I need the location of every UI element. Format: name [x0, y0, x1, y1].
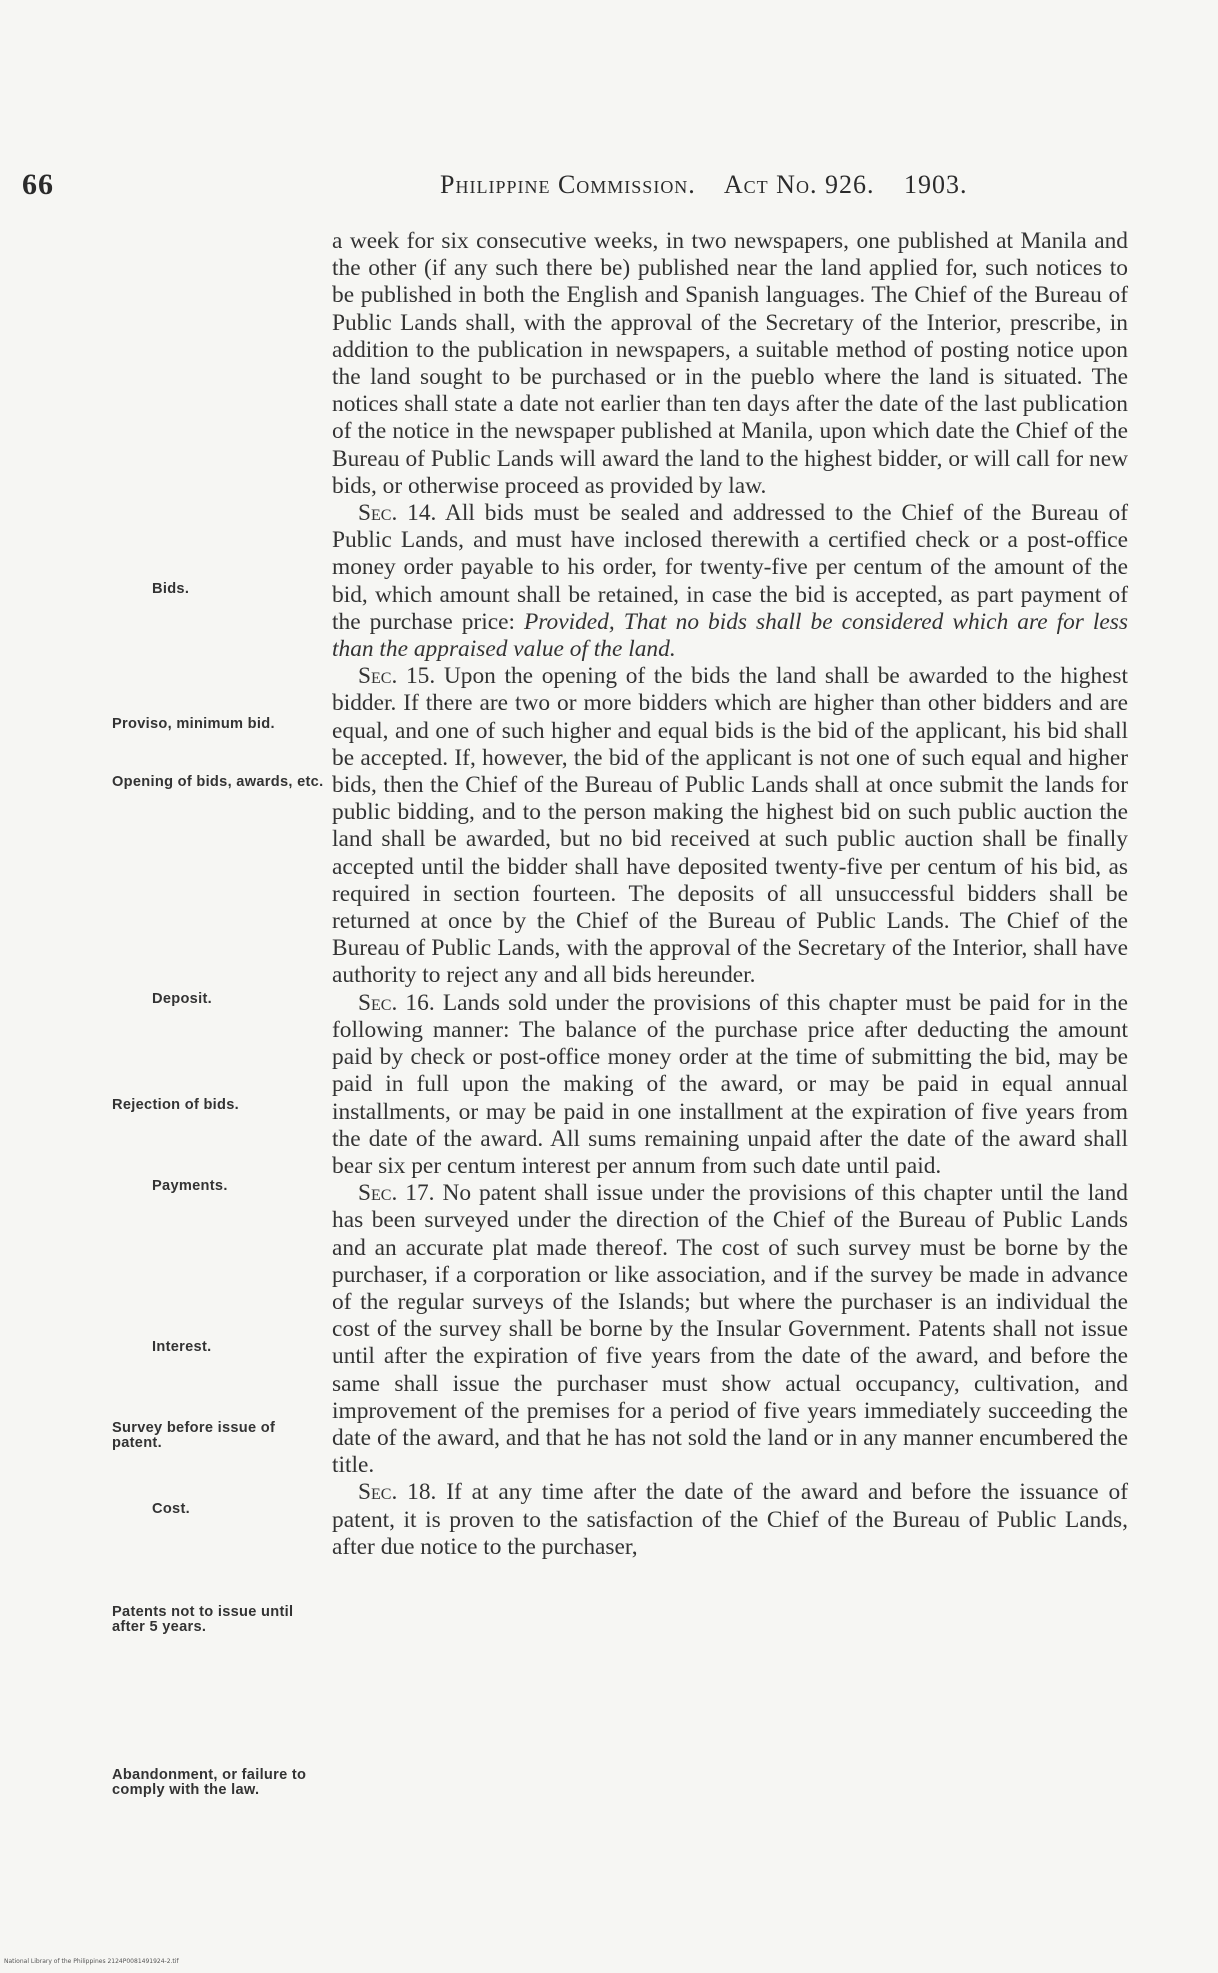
section-16-label: Sec. 16.: [358, 989, 435, 1016]
body-text: [332, 228, 1128, 1561]
page-number: 66: [22, 168, 54, 201]
section-17-text: No patent shall issue under the provisions of this chapter until the land has been surveyed under the direction of the Chief of the Bureau of Public Lands and an accurate plat made thereof. The cost of such survey must be borne by the purchaser, if a corporation or like association, and if the survey be made in advance of the regular surveys of the Islands; but where the purchaser is an individual the cost of the survey shall be borne by the Insular Government. Patents shall not issue until after the expiration of five years from the date of the award, and before the same shall issue the purchaser must show actual occupancy, cultivation, and improvement of the premises for a period of five years immediately succeeding the date of the award, and that he has not sold the land or in any manner encumbered the title.: [332, 1180, 1128, 1479]
margin-note-patents: Patents not to issue until after 5 years.: [112, 1604, 294, 1635]
margin-note-opening: Opening of bids, awards, etc.: [112, 774, 324, 790]
running-head: [440, 170, 1140, 200]
margin-note-rejection: Rejection of bids.: [112, 1097, 240, 1113]
section-18-text: If at any time after the date of the award and before the issuance of patent, it is proven to the satisfaction of the Chief of the Bureau of Public Lands, after due notice to the purchaser,: [332, 1479, 1128, 1560]
section-17: [332, 1180, 1128, 1479]
margin-note-payments: Payments.: [152, 1178, 228, 1194]
margin-note-interest: Interest.: [152, 1339, 212, 1355]
section-15: [332, 663, 1128, 989]
section-14-label: Sec. 14.: [358, 500, 437, 527]
margin-note-cost: Cost.: [152, 1501, 190, 1517]
margin-note-abandonment: Abandonment, or failure to comply with the law.: [112, 1767, 307, 1798]
section-16: [332, 990, 1128, 1180]
margin-note-proviso: Proviso, minimum bid.: [112, 716, 275, 732]
running-head-act: Act No. 926.: [723, 170, 875, 199]
section-14: [332, 500, 1128, 663]
margin-note-bids: Bids.: [152, 581, 190, 597]
section-14-text: All bids must be sealed and addressed to the Chief of the Bureau of Public Lands, and must have inclosed therewith a certified check or a post-office money order payable to his order, for twenty-five per centum of the amount of the bid, which amount shall be retained, in case the bid is accepted, as part payment of the purchase price:: [332, 500, 1128, 635]
paragraph-continued: a week for six consecutive weeks, in two newspapers, one published at Manila and the other (if any such there be) published near the land applied for, such notices to be published in both the English and Spanish languages. The Chief of the Bureau of Public Lands shall, with the approval of the Secretary of the Interior, prescribe, in addition to the publication in newspapers, a suitable method of posting notice upon the land sought to be purchased or in the pueblo where the land is situated. The notices shall state a date not earlier than ten days after the date of the last publication of the notice in the newspaper published at Manila, upon which date the Chief of the Bureau of Public Lands will award the land to the highest bidder, or will call for new bids, or otherwise proceed as provided by law.: [332, 228, 1128, 499]
section-18: [332, 1479, 1128, 1561]
running-head-year: 1903.: [903, 170, 968, 199]
running-head-commission: Philippine Commission.: [440, 170, 696, 199]
section-16-text: Lands sold under the provisions of this chapter must be paid for in the following manner: The balance of the purchase price after deducting the amount paid by check or post-office money order at the time of submitting the bid, may be paid in full upon the making of the award, or may be paid in equal annual installments, or may be paid in one installment at the expiration of five years from the date of the award. All sums remaining unpaid after the date of the award shall bear six per centum interest per annum from such date until paid.: [332, 989, 1129, 1179]
margin-note-survey: Survey before issue of patent.: [112, 1420, 276, 1451]
section-17-label: Sec. 17.: [358, 1180, 435, 1207]
section-14-proviso: That no bids shall be considered which are for less than the appraised value of the land.: [332, 608, 1128, 663]
section-18-label: Sec. 18.: [358, 1479, 437, 1506]
library-footer-mark: National Library of the Philippines 2124P0081491924-2.tif: [4, 1958, 179, 1965]
section-15-label: Sec. 15.: [358, 663, 436, 690]
section-15-text: Upon the opening of the bids the land shall be awarded to the highest bidder. If there are two or more bidders which are higher than other bidders and are equal, and one of such higher and equal bids is the bid of the applicant, his bid shall be accepted. If, however, the bid of the applicant is not one of such equal and higher bids, then the Chief of the Bureau of Public Lands shall at once submit the lands for public bidding, and to the person making the highest bid on such public auction the land shall be awarded, but no bid received at such public auction shall be finally accepted until the bidder shall have deposited twenty-five per centum of his bid, as required in section fourteen. The deposits of all unsuccessful bidders shall be returned at once by the Chief of the Bureau of Public Lands. The Chief of the Bureau of Public Lands, with the approval of the Secretary of the Interior, shall have authority to reject any and all bids hereunder.: [332, 663, 1128, 989]
section-14-provided: Provided,: [523, 608, 615, 635]
margin-note-deposit: Deposit.: [152, 991, 212, 1007]
